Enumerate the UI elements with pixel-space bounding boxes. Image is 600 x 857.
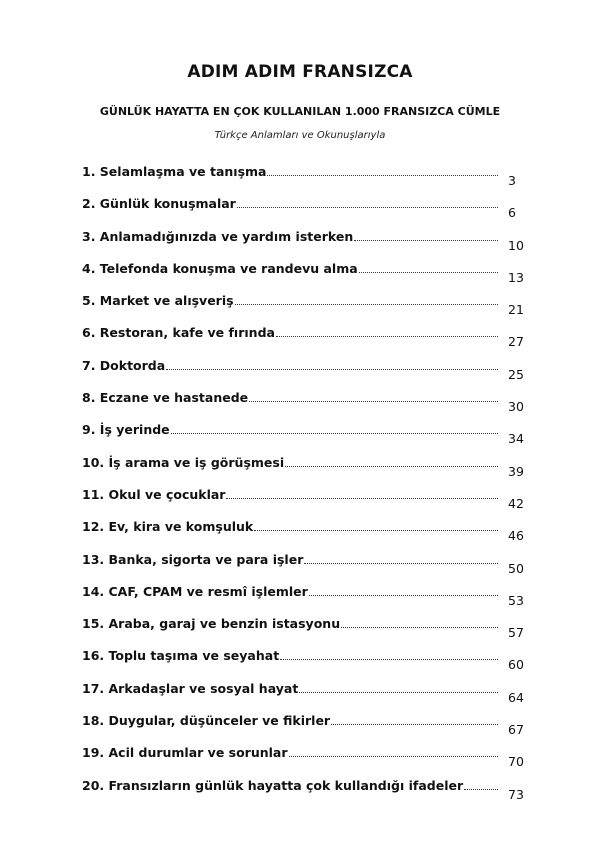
toc-entry[interactable] xyxy=(82,778,528,810)
toc-leader-dots xyxy=(285,465,498,467)
toc-entry-label: 3. Anlamadığınızda ve yardım isterken xyxy=(82,228,354,244)
toc-entry[interactable] xyxy=(82,196,528,228)
toc-entry[interactable] xyxy=(82,229,528,261)
toc-entry-page: 25 xyxy=(508,366,524,382)
toc-leader-dots xyxy=(166,368,498,370)
page-tagline: Türkçe Anlamları ve Okunuşlarıyla xyxy=(214,130,386,141)
toc-entry-label: 16. Toplu taşıma ve seyahat xyxy=(82,648,280,664)
toc-entry-page: 3 xyxy=(508,173,516,188)
toc-entry-label: 7. Doktorda xyxy=(82,357,166,373)
toc-entry-page: 21 xyxy=(508,302,524,318)
toc-leader-dots xyxy=(276,335,498,337)
toc-entry-label: 8. Eczane ve hastanede xyxy=(82,390,249,406)
toc-entry-page: 34 xyxy=(508,431,524,447)
toc-leader-dots xyxy=(464,788,498,790)
toc-entry-page: 67 xyxy=(508,722,524,738)
toc-leader-dots xyxy=(237,206,498,208)
toc-entry-page: 53 xyxy=(508,592,524,608)
toc-entry-label: 12. Ev, kira ve komşuluk xyxy=(82,519,254,535)
toc-entry-label: 17. Arkadaşlar ve sosyal hayat xyxy=(82,680,299,696)
toc-entry-label: 15. Araba, garaj ve benzin istasyonu xyxy=(82,616,341,632)
toc-entry[interactable] xyxy=(82,552,528,584)
toc-leader-dots xyxy=(171,432,498,434)
toc-entry-page: 30 xyxy=(508,399,524,415)
table-of-contents xyxy=(82,164,528,810)
toc-entry-label: 6. Restoran, kafe ve fırında xyxy=(82,325,275,341)
page-title: ADIM ADIM FRANSIZCA xyxy=(187,62,413,82)
toc-entry-page: 39 xyxy=(508,463,524,479)
toc-entry-page: 10 xyxy=(508,237,524,253)
toc-entry-page: 57 xyxy=(508,625,524,641)
toc-leader-dots xyxy=(267,174,498,176)
toc-entry[interactable] xyxy=(82,358,528,390)
toc-entry[interactable] xyxy=(82,519,528,551)
toc-entry[interactable] xyxy=(82,745,528,777)
toc-leader-dots xyxy=(359,271,498,273)
toc-entry[interactable] xyxy=(82,293,528,325)
toc-leader-dots xyxy=(354,239,498,241)
toc-entry-page: 27 xyxy=(508,334,524,350)
toc-leader-dots xyxy=(304,562,498,564)
toc-leader-dots xyxy=(249,400,498,402)
toc-entry-page: 6 xyxy=(508,205,516,221)
toc-entry-label: 11. Okul ve çocuklar xyxy=(82,486,226,502)
toc-entry[interactable] xyxy=(82,584,528,616)
toc-leader-dots xyxy=(289,755,498,757)
toc-entry-page: 70 xyxy=(508,754,524,770)
toc-leader-dots xyxy=(235,303,498,305)
toc-entry-label: 20. Fransızların günlük hayatta çok kullandığı ifadeler xyxy=(82,777,464,793)
toc-entry[interactable] xyxy=(82,487,528,519)
toc-entry-label: 4. Telefonda konuşma ve randevu alma xyxy=(82,260,358,276)
toc-entry[interactable] xyxy=(82,422,528,454)
toc-leader-dots xyxy=(341,626,498,628)
toc-entry-page: 13 xyxy=(508,269,524,285)
toc-entry[interactable] xyxy=(82,164,528,196)
toc-entry-page: 42 xyxy=(508,495,524,511)
toc-leader-dots xyxy=(254,529,498,531)
toc-leader-dots xyxy=(309,594,498,596)
toc-entry[interactable] xyxy=(82,455,528,487)
toc-leader-dots xyxy=(331,723,498,725)
toc-entry[interactable] xyxy=(82,616,528,648)
toc-entry[interactable] xyxy=(82,681,528,713)
toc-entry-label: 18. Duygular, düşünceler ve fikirler xyxy=(82,713,331,729)
toc-entry-page: 64 xyxy=(508,689,524,705)
toc-leader-dots xyxy=(226,497,498,499)
toc-entry-label: 2. Günlük konuşmalar xyxy=(82,196,236,212)
page-subtitle: GÜNLÜK HAYATTA EN ÇOK KULLANILAN 1.000 FRANSIZCA CÜMLE xyxy=(99,105,501,118)
toc-entry[interactable] xyxy=(82,390,528,422)
toc-entry[interactable] xyxy=(82,648,528,680)
toc-leader-dots xyxy=(280,658,498,660)
toc-entry-label: 14. CAF, CPAM ve resmî işlemler xyxy=(82,583,308,599)
toc-entry-page: 46 xyxy=(508,528,524,544)
toc-entry-page: 60 xyxy=(508,657,524,673)
toc-entry-label: 9. İş yerinde xyxy=(82,422,170,438)
toc-entry-label: 10. İş arama ve iş görüşmesi xyxy=(82,454,285,470)
toc-entry-label: 1. Selamlaşma ve tanışma xyxy=(82,164,267,179)
toc-entry-label: 13. Banka, sigorta ve para işler xyxy=(82,551,304,567)
toc-entry[interactable] xyxy=(82,325,528,357)
toc-entry-label: 5. Market ve alışveriş xyxy=(82,293,234,309)
toc-leader-dots xyxy=(299,691,498,693)
toc-entry-label: 19. Acil durumlar ve sorunlar xyxy=(82,745,288,761)
toc-entry[interactable] xyxy=(82,713,528,745)
toc-entry[interactable] xyxy=(82,261,528,293)
toc-entry-page: 73 xyxy=(508,786,524,802)
toc-entry-page: 50 xyxy=(508,560,524,576)
